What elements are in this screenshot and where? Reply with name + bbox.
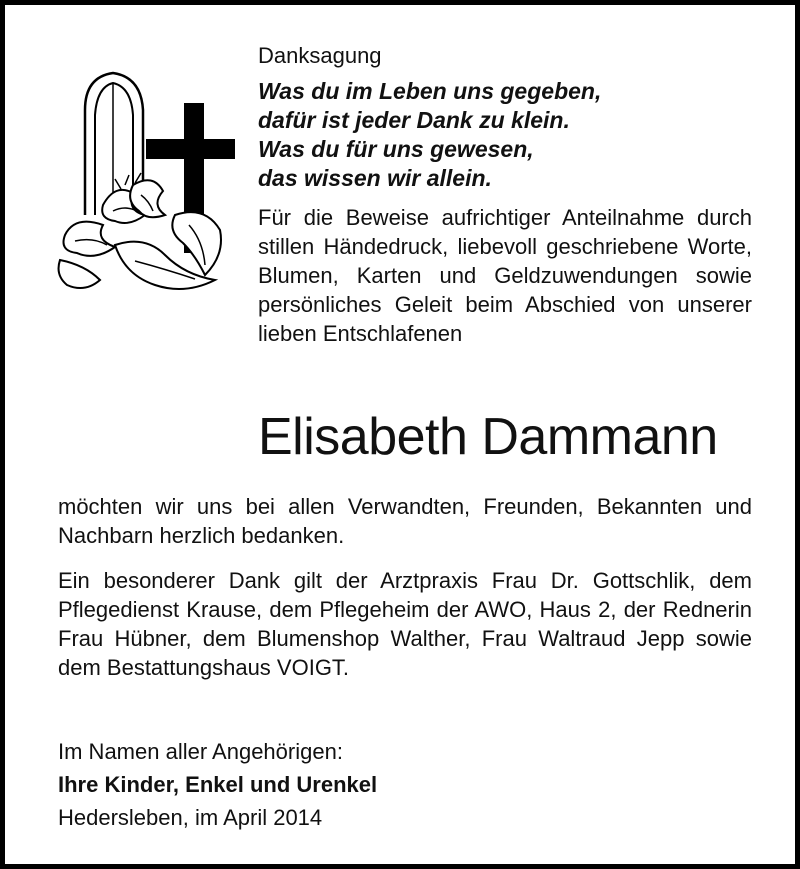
signature-family: Ihre Kinder, Enkel und Urenkel xyxy=(58,772,378,797)
poem-line: Was du für uns gewesen, xyxy=(258,136,534,162)
cross-window-lily-icon xyxy=(55,65,235,295)
place-date: Hedersleben, im April 2014 xyxy=(58,805,323,830)
poem-line: Was du im Leben uns gegeben, xyxy=(258,78,602,104)
signature-intro: Im Namen aller Angehörigen: xyxy=(58,739,343,764)
signature-block xyxy=(58,735,377,834)
deceased-name: Elisabeth Dammann xyxy=(258,408,718,466)
thanks-relatives-paragraph: möchten wir uns bei allen Verwandten, Freunden, Bekannten und Nachbarn herzlich bedanken. xyxy=(58,494,752,548)
body-text xyxy=(58,492,752,698)
poem-line: dafür ist jeder Dank zu klein. xyxy=(258,107,570,133)
intro-column xyxy=(258,43,752,348)
special-thanks-paragraph: Ein besonderer Dank gilt der Arztpraxis Frau Dr. Gottschlik, dem Pflegedienst Krause, dem Pflegeheim der AWO, Haus 2, der Rednerin Frau Hübner, dem Blumenshop Walther, Frau Waltraud Jepp sowie dem Bestattungshaus VOIGT. xyxy=(58,568,752,680)
page-title: Danksagung xyxy=(258,43,382,68)
thanks-paragraph: Für die Beweise aufrichtiger Anteilnahme durch stillen Händedruck, liebevoll geschriebene Worte, Blumen, Karten und Geldzuwendungen sowie persönliches Geleit beim Abschied von unserer lieben Entschlafenen xyxy=(258,205,752,346)
poem-line: das wissen wir allein. xyxy=(258,165,492,191)
poem xyxy=(258,77,752,193)
